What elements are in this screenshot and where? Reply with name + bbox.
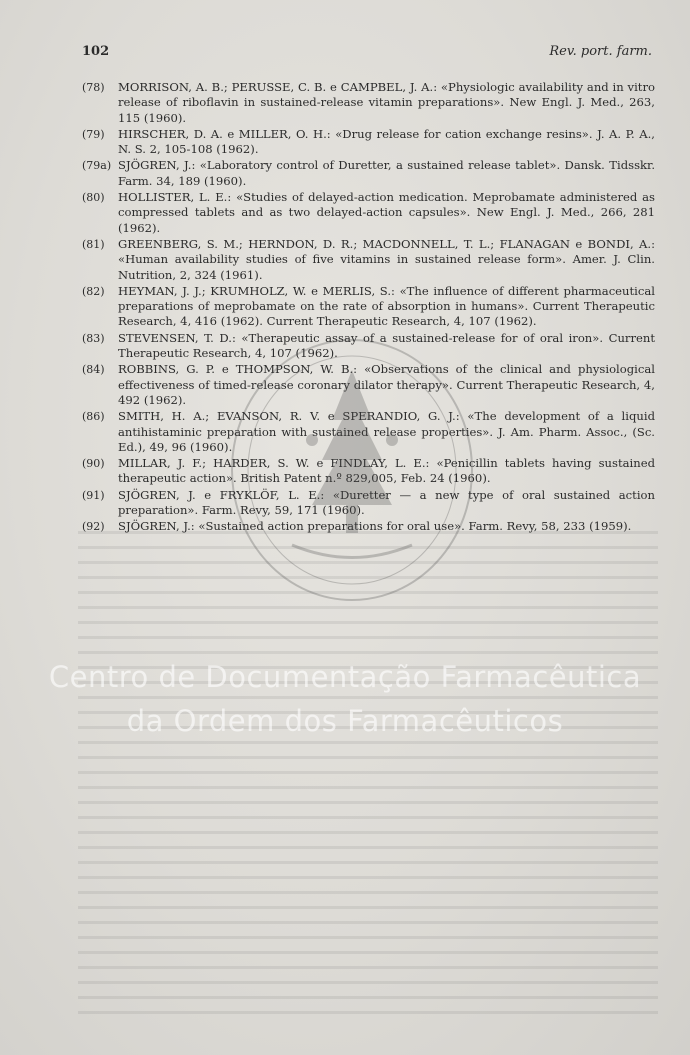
page-header <box>82 44 652 64</box>
reference-text: SMITH, H. A.; EVANSON, R. V. e SPERANDIO, G. J.: «The development of a liquid antihistaminic preparation with sustained release properties». J. Am. Pharm. Assoc., (Sc. Ed.), 49, 96 (1960). <box>118 409 655 454</box>
reference-text: ROBBINS, G. P. e THOMPSON, W. B.: «Observations of the clinical and physiological effectiveness of timed-release coronary dilator therapy». Current Therapeutic Research, 4, 492 (1962). <box>118 362 655 407</box>
reference-number: (84) <box>82 363 105 377</box>
reference-text: SJÖGREN, J.: «Sustained action preparations for oral use». Farm. Revy, 58, 233 (1959). <box>118 519 632 534</box>
reference-item <box>80 237 655 283</box>
reference-text: MILLAR, J. F.; HARDER, S. W. e FINDLAY, L. E.: «Penicillin tablets having sustained therapeutic action». British Patent n.º 829,005, Feb. 24 (1960). <box>118 456 655 486</box>
reference-item <box>80 127 655 158</box>
reference-text: SJÖGREN, J. e FRYKLÖF, L. E.: «Duretter — a new type of oral sustained action preparation». Farm. Revy, 59, 171 (1960). <box>118 487 655 518</box>
reference-number: (90) <box>82 457 105 471</box>
seal-watermark-icon <box>222 330 482 610</box>
reference-item <box>80 158 655 189</box>
reference-number: (83) <box>82 331 105 345</box>
reference-number: (81) <box>82 237 105 251</box>
reference-item <box>80 284 655 330</box>
reference-number: (92) <box>82 520 105 534</box>
reference-number: (78) <box>82 81 105 94</box>
reference-text: HOLLISTER, L. E.: «Studies of delayed-action medication. Meprobamate administered as compressed tablets and as two delayed-action capsules». New Engl. J. Med., 266, 281 (1962). <box>118 190 655 235</box>
reference-text: HIRSCHER, D. A. e MILLER, O. H.: «Drug release for cation exchange resins». J. A. P. A., N. S. 2, 105-108 (1962). <box>118 126 655 157</box>
journal-title: Rev. port. farm. <box>549 44 652 59</box>
reference-item <box>80 80 655 126</box>
watermark-line-2: da Ordem dos Farmacêuticos <box>126 704 564 738</box>
reference-number: (86) <box>82 410 105 424</box>
reference-number: (91) <box>82 488 105 502</box>
reference-text: GREENBERG, S. M.; HERNDON, D. R.; MACDONNELL, T. L.; FLANAGAN e BONDI, A.: «Human availability studies of five vitamins in sustained release form». Amer. J. Clin. Nutrition, 2, 324 (1961). <box>118 236 655 282</box>
reference-text: HEYMAN, J. J.; KRUMHOLZ, W. e MERLIS, S.: «The influence of different pharmaceutical preparations of meprobamate on the rate of absorption in humans». Current Therapeutic Research, 4, 416 (1962). Current Therapeutic Research, 4, 107 (1962). <box>118 283 655 329</box>
watermark-line-1: Centro de Documentação Farmacêutica <box>48 660 642 694</box>
reference-number: (82) <box>82 284 105 298</box>
reference-text: STEVENSEN, T. D.: «Therapeutic assay of a sustained-release for of oral iron». Current Therapeutic Research, 4, 107 (1962). <box>118 330 655 361</box>
reference-number: (79a) <box>82 159 112 173</box>
reference-text: MORRISON, A. B.; PERUSSE, C. B. e CAMPBEL, J. A.: «Physiologic availability and in vitro release of riboflavin in sustained-release vitamin preparations». New Engl. J. Med., 263, 115 (1960). <box>118 80 655 125</box>
page-number: 102 <box>82 44 110 59</box>
reference-number: (79) <box>82 127 105 141</box>
reference-text: SJÖGREN, J.: «Laboratory control of Duretter, a sustained release tablet». Dansk. Tidsskr. Farm. 34, 189 (1960). <box>118 158 655 188</box>
reference-item <box>80 190 655 236</box>
reference-number: (80) <box>82 191 105 205</box>
